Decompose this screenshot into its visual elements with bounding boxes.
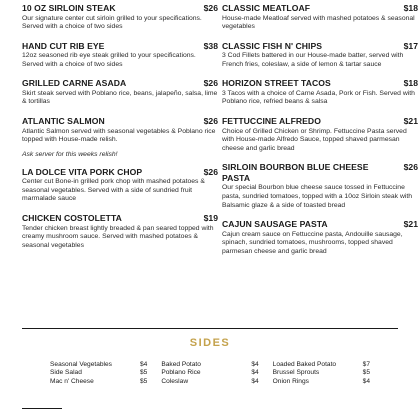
side-item [50, 378, 147, 386]
menu-item-name: CLASSIC MEATLOAF [222, 3, 311, 13]
menu-item-name: CLASSIC FISH N' CHIPS [222, 40, 323, 51]
side-item-price: $4 [251, 377, 259, 385]
menu-item [222, 78, 418, 107]
side-item-price: $4 [251, 361, 259, 368]
side-item-price: $5 [139, 377, 148, 385]
side-item [273, 378, 370, 386]
side-item-price: $4 [362, 377, 370, 385]
sides-title: SIDES [189, 337, 231, 349]
side-item [273, 361, 370, 369]
menu-item-name: HORIZON STREET TACOS [222, 78, 331, 89]
menu-item-price: $18 [403, 3, 418, 13]
side-item-price: $4 [251, 369, 259, 377]
menu-item-name: CHICKEN COSTOLETTA [22, 213, 122, 224]
menu-item [22, 167, 218, 204]
menu-item-header [22, 41, 218, 52]
menu-item-price: $26 [203, 3, 218, 13]
side-item-price: $5 [139, 369, 148, 377]
side-item [161, 378, 258, 386]
menu-item-price: $26 [203, 116, 218, 127]
menu-item-description: Atlantic Salmon served with seasonal vegetables & Poblano rice topped with House-made relish. [22, 127, 216, 144]
menu-item-header [22, 3, 218, 14]
menu-item-price: $38 [203, 40, 218, 51]
menu-item-description: Choice of Grilled Chicken or Shrimp. Fettuccine Pasta served with House-made Alfredo Sauce, topped shaved parmesan cheese and garlic bread [222, 127, 407, 152]
menu-item-description: Center cut Bone-in grilled pork chop with mashed potatoes & seasonal vegetables. Served with a side of sundried fruit marmalade sauce [22, 178, 205, 203]
side-item-price: $4 [139, 361, 148, 368]
menu-item-name: CAJUN SAUSAGE PASTA [222, 219, 328, 230]
menu-item-header [222, 116, 418, 127]
menu-item-name: LA DOLCE VITA PORK CHOP [22, 166, 143, 177]
side-item [161, 361, 258, 369]
side-item [273, 369, 370, 377]
menu-item [22, 3, 218, 32]
menu-item-description: 3 Tacos with a choice of Carne Asada, Pork or Fish. Served with Poblano rice, refried beans & salsa [222, 89, 415, 106]
menu-item-description: Our special Bourbon blue cheese sauce tossed in Fettuccine pasta, sundried tomatoes, topped with a 10oz Sirloin steak with Balsamic glaze & a side of toasted bread [222, 184, 413, 209]
section-divider [22, 328, 398, 329]
side-item-name: Poblano Rice [161, 369, 201, 377]
footer-rule [22, 408, 62, 409]
side-item-name: Seasonal Vegetables [50, 361, 112, 368]
menu-item [22, 213, 218, 250]
menu-item-description: Our signature center cut sirloin grilled to your specifications. Served with a choice of two sides [22, 14, 202, 31]
menu-item [222, 3, 418, 32]
menu-item-description: Skirt steak served with Poblano rice, beans, jalapeño, salsa, lime & tortillas [22, 89, 218, 106]
menu-item [222, 219, 418, 256]
menu-item-description: 3 Cod Fillets battered in our House-made batter, served with French fries, coleslaw, a side of lemon & tartar sauce [222, 52, 404, 68]
sides-column [50, 361, 147, 386]
menu-column-left [22, 0, 218, 250]
menu-item-header [22, 213, 218, 224]
side-item-name: Onion Rings [272, 377, 309, 385]
menu-item-price: $21 [403, 116, 418, 127]
menu-item [22, 116, 218, 145]
menu-item-price: $17 [403, 40, 418, 51]
menu-item [222, 116, 418, 153]
menu-item-header [222, 3, 418, 14]
menu-item-price: $19 [203, 213, 218, 224]
menu-item-header [22, 116, 218, 127]
menu-item-price: $26 [403, 162, 418, 173]
side-item-name: Brussel Sprouts [272, 369, 320, 377]
menu-item-description: 12oz seasoned rib eye steak grilled to your specifications. Served with a choice of two sides [22, 52, 196, 68]
menu-item-name: HAND CUT RIB EYE [22, 40, 105, 51]
side-item-name: Mac n' Cheese [50, 377, 94, 385]
side-item-name: Loaded Baked Potato [272, 361, 337, 368]
menu-item-header [222, 78, 418, 89]
menu-item-price: $26 [203, 166, 218, 177]
side-item [161, 369, 258, 377]
menu-item-description: House-made Meatloaf served with mashed potatoes & seasonal vegetables [222, 14, 415, 31]
menu-item-header [222, 162, 418, 183]
sides-column [161, 361, 258, 386]
side-item-price: $5 [362, 369, 370, 377]
menu-item-header [222, 41, 418, 52]
menu-item [22, 78, 218, 107]
menu-item [22, 41, 218, 70]
menu-item-name: 10 OZ SIRLOIN STEAK [22, 3, 116, 13]
sides-column [273, 361, 370, 386]
menu-item-price: $21 [403, 219, 418, 230]
menu-item-name: FETTUCCINE ALFREDO [222, 116, 321, 127]
menu-item-price: $26 [203, 78, 218, 89]
menu-item-name: SIRLOIN BOURBON BLUE CHEESE PASTA [222, 162, 369, 183]
relish-note: Ask server for this weeks relish! [22, 150, 118, 158]
menu-item-header [222, 219, 418, 230]
menu-item-name: ATLANTIC SALMON [22, 116, 105, 127]
menu-item-header [22, 78, 218, 89]
side-item [50, 369, 147, 377]
menu-item [222, 162, 418, 210]
side-item-name: Side Salad [50, 369, 82, 377]
menu-item-description: Cajun cream sauce on Fettuccine pasta, Andouille sausage, spinach, sundried tomatoes, mushrooms, topped shaved parmesan cheese and garlic bread [222, 230, 403, 255]
menu-column-right [222, 0, 418, 256]
menu-item-name: GRILLED CARNE ASADA [22, 78, 127, 89]
sides-grid [50, 361, 370, 386]
menu-item-header [22, 167, 218, 178]
menu-item [222, 41, 418, 70]
side-item-name: Baked Potato [161, 361, 201, 368]
menu-item-price: $18 [403, 78, 418, 89]
side-item-price: $7 [362, 361, 370, 368]
side-item-name: Coleslaw [161, 377, 189, 385]
menu-item-description: Tender chicken breast lightly breaded & pan seared topped with creamy mushroom sauce. Served with mashed potatoes & seasonal vegetables [22, 224, 214, 249]
side-item [50, 361, 147, 369]
